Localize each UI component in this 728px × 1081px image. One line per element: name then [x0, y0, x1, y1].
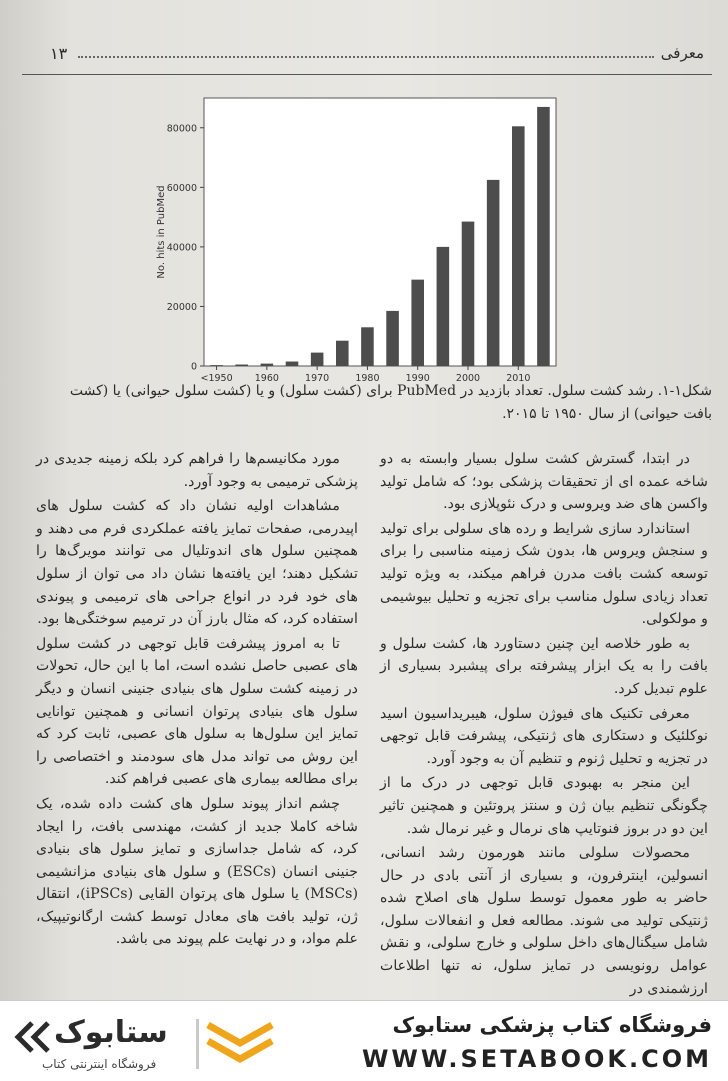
paragraph: در ابتدا، گسترش کشت سلول بسیار وابسته به دو شاخه عمده ای از تحقیقات پزشکی بود؛ که شامل تولید واکسن های ضد ویروسی و درک نئوپلازی بود.: [380, 451, 708, 513]
bar: [537, 107, 550, 366]
x-tick-label: 1980: [355, 373, 380, 384]
paragraph: معرفی تکنیک های فیوژن سلول، هیبریداسیون اسید نوکلئیک و دستکاری های ژنتیکی، پیشرفت قابل توجهی در تجزیه و تحلیل ژنوم و تنظیم آن به وجود آورد.: [380, 705, 708, 767]
y-tick-label: 20000: [166, 301, 197, 313]
pubmed-growth-chart: [150, 92, 570, 392]
bar: [487, 180, 500, 366]
page-header: [22, 40, 712, 75]
bar: [411, 280, 424, 366]
plot-area: [204, 98, 556, 366]
store-banner[interactable]: [0, 1000, 728, 1081]
logo-tagline: فروشگاه اینترنتی کتاب: [42, 1057, 157, 1071]
bar: [386, 311, 399, 366]
x-tick-label: 1970: [305, 373, 330, 384]
paragraph: مورد مکانیسم‌ها را فراهم کرد بلکه زمینه جدیدی در پزشکی ترمیمی به وجود آورد.: [36, 451, 358, 490]
bar: [311, 353, 324, 366]
paragraph: استاندارد سازی شرایط و رده های سلولی برای تولید و سنجش ویروس ها، بدون شک زمینه مناسبی را برای توسعه کشت بافت مدرن فراهم میکند، به ویژه تولید تعداد زیادی سلول مناسب برای تجزیه و تحلیل بیوشیمی و مولکولی.: [380, 520, 708, 628]
dotted-leader: [78, 50, 654, 58]
y-axis-label: No. hits in PubMed: [156, 185, 167, 279]
text-column-right: [380, 448, 708, 1000]
bar: [437, 247, 450, 366]
logo-wordmark: ستابوک: [54, 1015, 168, 1050]
paragraph: چشم انداز پیوند سلول های کشت داده شده، یک شاخه کاملا جدید از کشت، مهندسی بافت، را ایجاد کرد، که شامل جداسازی و تمایز سلول های بنیادی جنینی انسان (ESCs) و سلول های بنیادی مزانشیمی (MSCs) یا سلول های پرتوان القایی (iPSCs)، انتقال ژن، تولید بافت های معادل توسط کشت ارگانوتیپیک، علم مواد، و در نهایت علم پیوند می باشد.: [36, 795, 358, 948]
y-tick-label: 80000: [166, 123, 197, 135]
store-logo[interactable]: [10, 1013, 190, 1077]
figure-caption: شکل۱-۱. رشد کشت سلول. تعداد بازدید در PubMed برای (کشت سلول) و یا (کشت سلول حیوانی) یا (کشت بافت حیوانی) از سال ۱۹۵۰ تا ۲۰۱۵.: [69, 383, 712, 422]
paragraph: تا به امروز پیشرفت قابل توجهی در کشت سلول های عصبی حاصل نشده است، اما با این حال، تحولات در زمینه کشت سلول های بنیادی جنینی انسان و دیگر سلول های بنیادی پرتوان انسانی و همچنین توانایی تمایز این سلول‌ها به سلول های عصبی، ثابت کرد که این روش می تواند مدل های سودمند و اختصاصی را برای مطالعه بیماری های عصبی فراهم کند.: [36, 635, 358, 788]
x-tick-label: 1990: [405, 373, 430, 384]
paragraph: محصولات سلولی مانند هورمون رشد انسانی، انسولین، اینترفرون، و بسیاری از آنتی بادی در حال حاضر به طور معمول توسط سلول های اصلاح شده ژنتیکی تولید می شوند. مطالعه فعل و انفعالات سلول، شامل سیگنال‌های داخل سلولی و خارج سلولی، و نقش عوامل رونویسی در تمایز سلول، نه تنها اطلاعات ارزشمندی در: [380, 845, 708, 997]
bar: [261, 364, 274, 366]
double-chevron-icon: [10, 1017, 54, 1057]
paragraph: این منجر به بهبودی قابل توجهی در درک ما از چگونگی تنظیم بیان ژن و سنتز پروتئین و همچنین تاثیر این دو در بروز فنوتایپ های نرمال و غیر نرمال شد.: [380, 775, 708, 837]
paragraph: مشاهدات اولیه نشان داد که کشت سلول های اپیدرمی، صفحات تمایز یافته عملکردی فرم می دهند و همچنین سلول های اندوتلیال می توانند مویرگ‌ها را تشکیل دهند؛ این یافته‌ها نشان داد می توان از سلول های خود فرد در انواع جراحی های ترمیمی و پیوندی استفاده کرد، که مثال بارز آن در ترمیم سوختگی‌ها بود.: [36, 498, 358, 628]
x-tick-label: 1960: [254, 373, 279, 384]
chapter-title: معرفی: [660, 44, 704, 62]
bar: [336, 341, 349, 366]
x-tick-label: 2000: [455, 373, 481, 384]
store-name: فروشگاه کتاب پزشکی ستابوک: [392, 1013, 712, 1037]
y-tick-label: 0: [190, 361, 197, 373]
text-column-left: [36, 448, 358, 953]
y-tick-label: 40000: [166, 242, 197, 254]
chevron-stack-icon: [196, 1019, 276, 1069]
paragraph: به طور خلاصه این چنین دستاورد ها، کشت سلول و بافت را به یک ابزار پیشرفته برای پیشبرد بسیاری از علوم تبدیل کرد.: [380, 635, 708, 697]
bar: [512, 126, 525, 366]
bar: [210, 365, 223, 366]
bar: [286, 362, 299, 366]
chart-svg: [150, 92, 570, 392]
page-number: ۱۳: [50, 44, 68, 63]
y-tick-label: 60000: [166, 182, 197, 194]
store-url-link[interactable]: WWW.SETABOOK.COM: [361, 1045, 712, 1073]
bar: [361, 327, 374, 366]
x-tick-label: 2010: [506, 373, 531, 384]
x-tick-label: <1950: [200, 373, 233, 384]
bar: [462, 222, 475, 366]
bar: [235, 365, 248, 366]
